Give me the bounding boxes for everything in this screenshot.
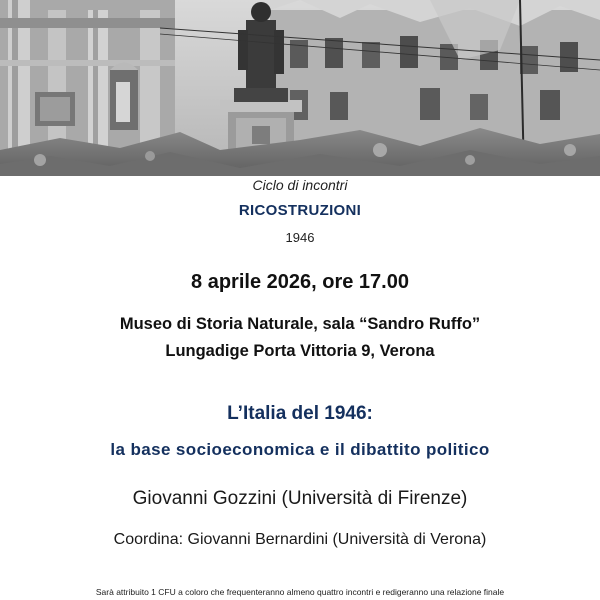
venue-name: Museo di Storia Naturale, sala “Sandro Ruffo” (119, 315, 481, 333)
header-photo (0, 0, 600, 176)
series-title: RICOSTRUZIONI (238, 202, 362, 219)
series-kicker: Ciclo di incontri (252, 177, 348, 193)
talk-subtitle: la base socioeconomica e il dibattito politico (110, 440, 490, 459)
talk-title: L’Italia del 1946: (227, 403, 373, 424)
series-year: 1946 (285, 230, 315, 245)
moderator: Coordina: Giovanni Bernardini (Università di Verona) (113, 531, 487, 548)
speaker: Giovanni Gozzini (Università di Firenze) (132, 488, 468, 509)
ruined-square-statue-photo-icon (0, 0, 600, 176)
venue-address: Lungadige Porta Vittoria 9, Verona (165, 342, 435, 360)
credit-note: Sarà attribuito 1 CFU a coloro che frequenteranno almeno quattro incontri e redigeranno una relazione finale (95, 587, 505, 597)
event-date-time: 8 aprile 2026, ore 17.00 (191, 271, 409, 293)
